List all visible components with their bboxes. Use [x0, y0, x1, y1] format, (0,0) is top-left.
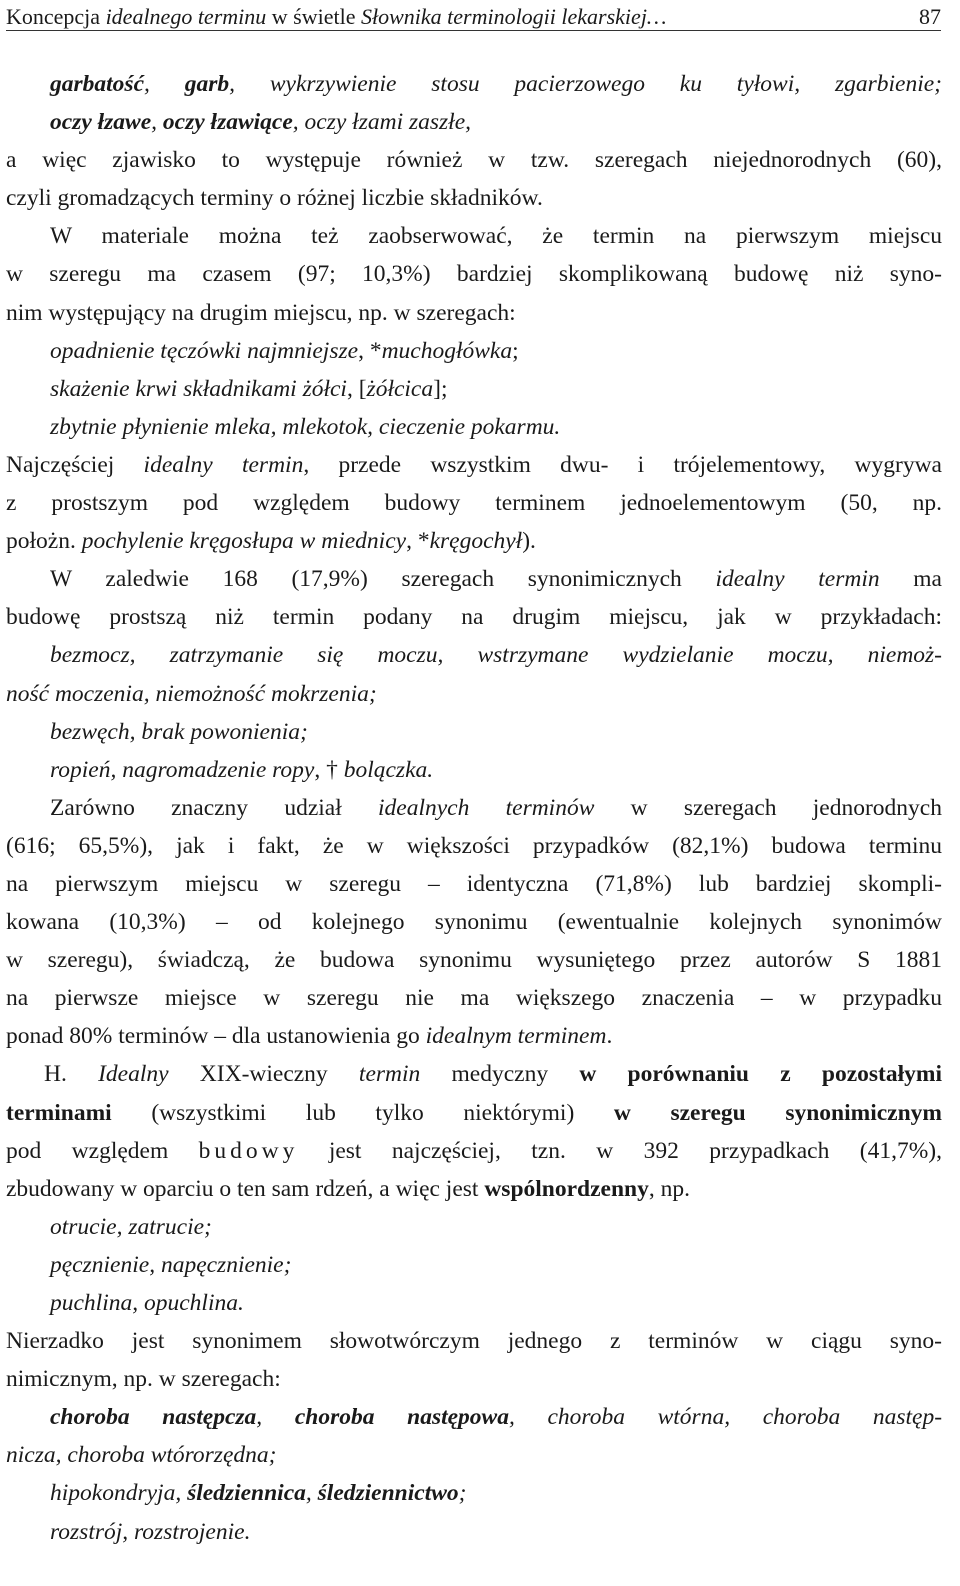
term: rozstrój — [50, 1518, 123, 1545]
text-line — [6, 1132, 942, 1170]
text-line: nimicznym, np. w szeregach: — [6, 1366, 281, 1393]
running-header — [6, 4, 941, 31]
punct: , — [827, 642, 868, 669]
text-line — [6, 1208, 942, 1246]
term: choroba wtórorzędna — [67, 1442, 269, 1469]
term: mlekotok — [282, 413, 368, 440]
term: Idealny — [98, 1061, 169, 1088]
term: termin — [358, 1061, 421, 1088]
text-line — [6, 1170, 942, 1208]
punct: , — [437, 642, 478, 669]
punct: ; — [268, 1442, 277, 1469]
punct: , — [129, 642, 170, 669]
term: hipokondryja — [50, 1480, 176, 1507]
text-run: pod względem — [6, 1137, 199, 1164]
term: niemoż- — [867, 642, 943, 669]
text-run: medyczny — [420, 1061, 580, 1088]
text-line — [6, 560, 942, 598]
text-line — [6, 675, 942, 713]
punct: , — [175, 1480, 188, 1507]
punct: , — [367, 413, 379, 440]
text-run: , np. — [648, 1175, 690, 1202]
punct: ; — [458, 1480, 467, 1507]
text-line — [6, 522, 942, 560]
text-run: zbudowany w oparciu o ten sam rdzeń, a więc jest — [6, 1175, 485, 1202]
text-run: ponad 80% terminów – dla ustanowienia go — [6, 1023, 426, 1050]
punct: , — [116, 1213, 129, 1240]
running-title-part: Koncepcja — [6, 4, 106, 29]
text-run: ma — [879, 566, 942, 593]
text-run: w szeregach jednorodnych — [594, 794, 942, 821]
dagger-mark: , † — [314, 756, 344, 783]
punct: ; — [368, 680, 377, 707]
text-line — [6, 103, 942, 141]
term: zatrzymanie się moczu — [169, 642, 438, 669]
punct: ]; — [433, 375, 448, 402]
running-title-part: w świetle — [266, 4, 361, 29]
text-line — [6, 65, 942, 103]
text-run: jest najczęściej, tzn. w 392 przypadkach (41,7%), — [298, 1137, 943, 1164]
punct: . — [554, 413, 561, 440]
emphasis-spaced: budowy — [198, 1137, 299, 1164]
punct: , — [132, 1290, 144, 1316]
punct: , — [151, 109, 163, 136]
punct: , — [143, 680, 156, 707]
text-line — [6, 1094, 942, 1132]
text-line — [6, 789, 942, 827]
punct: . — [238, 1290, 244, 1316]
text-line — [6, 636, 942, 674]
term: otrucie — [50, 1213, 117, 1240]
punct: ; — [512, 337, 519, 364]
text-run: Zarówno znaczny udział — [50, 794, 378, 821]
term-bold: choroba następcza — [50, 1404, 257, 1431]
text-line — [6, 1474, 942, 1512]
running-title-part: idealnego terminu — [105, 4, 267, 29]
text-line: z prostszym pod względem budowy terminem jednoelementowym (50, np. — [6, 490, 942, 517]
term-bold: śledziennictwo — [317, 1480, 459, 1507]
term: puchlina — [50, 1290, 133, 1316]
text-line — [6, 446, 942, 484]
term: brak powonienia — [141, 718, 300, 745]
text-run: H. — [44, 1061, 99, 1088]
text-line: na pierwszym miejscu w szeregu – identyczna (71,8%) lub bardziej skompli- — [6, 870, 942, 897]
text-line: Nierzadko jest synonimem słowotwórczym jednego z terminów w ciągu syno- — [6, 1328, 942, 1355]
punct: , — [144, 71, 185, 97]
term: wstrzymane wydzielanie moczu — [477, 642, 828, 669]
punct: . — [427, 756, 434, 783]
text-run: W zaledwie 168 (17,9%) szeregach synonimicznych — [50, 566, 716, 593]
text-line — [6, 1436, 942, 1474]
term: bezmocz — [50, 642, 130, 669]
punct: . — [244, 1518, 251, 1545]
punct: , [ — [346, 375, 367, 402]
punct: . — [606, 1023, 613, 1050]
term: zatrucie — [128, 1213, 205, 1240]
term: nicza — [6, 1442, 56, 1469]
term-bold: garb — [184, 71, 230, 97]
emphasis-bold: w porównaniu z pozostałymi — [579, 1061, 942, 1088]
punct: , — [55, 1442, 68, 1469]
punct: , — [508, 1404, 548, 1431]
punct: , — [256, 1404, 295, 1431]
text-line — [6, 1284, 942, 1322]
running-title — [6, 4, 667, 30]
text-run: (wszystkimi lub tylko niektórymi) — [111, 1099, 614, 1126]
punct: ; — [283, 1251, 292, 1278]
term: opadnienie tęczówki najmniejsze — [50, 337, 359, 364]
term: ność moczenia — [6, 680, 144, 707]
punct: , — [129, 718, 142, 745]
term-bold: oczy łzawe — [50, 109, 152, 136]
punct: ; — [204, 1213, 212, 1240]
text-line — [6, 370, 942, 408]
punct: , — [110, 756, 123, 783]
term: idealnych terminów — [378, 794, 595, 821]
term: cieczenie pokarmu — [378, 413, 555, 440]
term-bold: choroba następowa — [294, 1404, 509, 1431]
text-line: (616; 65,5%), jak i fakt, że w większości przypadków (82,1%) budowa terminu — [6, 832, 942, 859]
term: idealny termin — [715, 566, 880, 593]
running-title-part: Słownika terminologii lekarskiej… — [360, 4, 667, 29]
emphasis-bold: w szeregu synonimicznym — [613, 1099, 942, 1126]
term: choroba wtórna — [547, 1404, 725, 1431]
term: , wykrzywienie stosu pacierzowego ku tyłowi, zgarbienie; — [229, 71, 942, 97]
text-line — [6, 751, 942, 789]
punct: , — [724, 1404, 763, 1431]
page-number: 87 — [919, 4, 941, 29]
text-line: nim występujący na drugim miejscu, np. w szeregach: — [6, 299, 516, 326]
text-line: a więc zjawisko to występuje również w tzw. szeregach niejednorodnych (60), — [6, 147, 942, 174]
text-line: w szeregu), świadczą, że budowa synonimu wysuniętego przez autorów S 1881 — [6, 947, 942, 974]
punct: , * — [406, 528, 430, 555]
text-line — [6, 332, 942, 370]
punct: , — [149, 1251, 161, 1278]
term: nagromadzenie ropy — [122, 756, 315, 783]
text-line — [6, 1398, 942, 1436]
emphasis-bold: terminami — [6, 1099, 112, 1126]
text-line — [6, 1055, 942, 1093]
term: idealnym terminem — [425, 1023, 607, 1050]
term-bold: śledziennica — [187, 1480, 306, 1507]
term: ropień — [50, 756, 111, 783]
term: zbytnie płynienie mleka — [50, 413, 271, 440]
text-run: XIX-wieczny — [168, 1061, 359, 1088]
term: bolączka — [343, 756, 428, 783]
term-bold: garbatość — [50, 71, 144, 97]
term: napęcznienie — [160, 1251, 284, 1278]
punct: , — [122, 1518, 135, 1545]
page-body — [6, 65, 942, 1551]
term: bezwęch — [50, 718, 130, 745]
text-line: na pierwsze miejsce w szeregu nie ma większego znaczenia – w przypadku — [6, 985, 942, 1012]
term: muchogłówka — [381, 337, 513, 364]
punct: , — [270, 413, 283, 440]
term: pęcznienie — [50, 1251, 150, 1278]
term: opuchlina — [144, 1290, 238, 1316]
term: pochylenie kręgosłupa w miednicy — [81, 528, 407, 555]
text-line — [6, 408, 942, 446]
term: niemożność mokrzenia — [155, 680, 369, 707]
text-run: położn. — [6, 528, 82, 555]
term: choroba następ- — [762, 1404, 943, 1431]
punct: , * — [358, 337, 382, 364]
term-bold: oczy łzawiące — [162, 109, 293, 136]
text-line — [6, 1017, 942, 1055]
text-line: kowana (10,3%) – od kolejnego synonimu (ewentualnie kolejnych synonimów — [6, 909, 942, 936]
text-line: w szeregu ma czasem (97; 10,3%) bardziej skomplikowaną budowę niż syno- — [6, 261, 942, 288]
text-run: , przede wszystkim dwu- i trójelementowy, wygrywa — [303, 451, 942, 478]
term: żółcica — [366, 375, 434, 402]
text-line — [6, 1513, 942, 1551]
text-line: W materiale można też zaobserwować, że termin na pierwszym miejscu — [50, 223, 942, 250]
term: , oczy łzami zaszłe, — [292, 109, 471, 136]
term: rozstrojenie — [134, 1518, 245, 1545]
text-line — [6, 1246, 942, 1284]
term: idealny termin — [143, 451, 304, 478]
punct: , — [305, 1480, 318, 1507]
text-line: budowę prostszą niż termin podany na drugim miejscu, jak w przykładach: — [6, 604, 942, 631]
term: skażenie krwi składnikami żółci — [50, 375, 347, 402]
text-line — [6, 713, 942, 751]
text-run: Najczęściej — [6, 451, 144, 478]
punct: ). — [522, 528, 536, 555]
emphasis-bold: wspólnordzenny — [484, 1175, 649, 1202]
term: kręgochył — [429, 528, 523, 555]
text-line: czyli gromadzących terminy o różnej liczbie składników. — [6, 185, 543, 212]
punct: ; — [300, 718, 308, 745]
